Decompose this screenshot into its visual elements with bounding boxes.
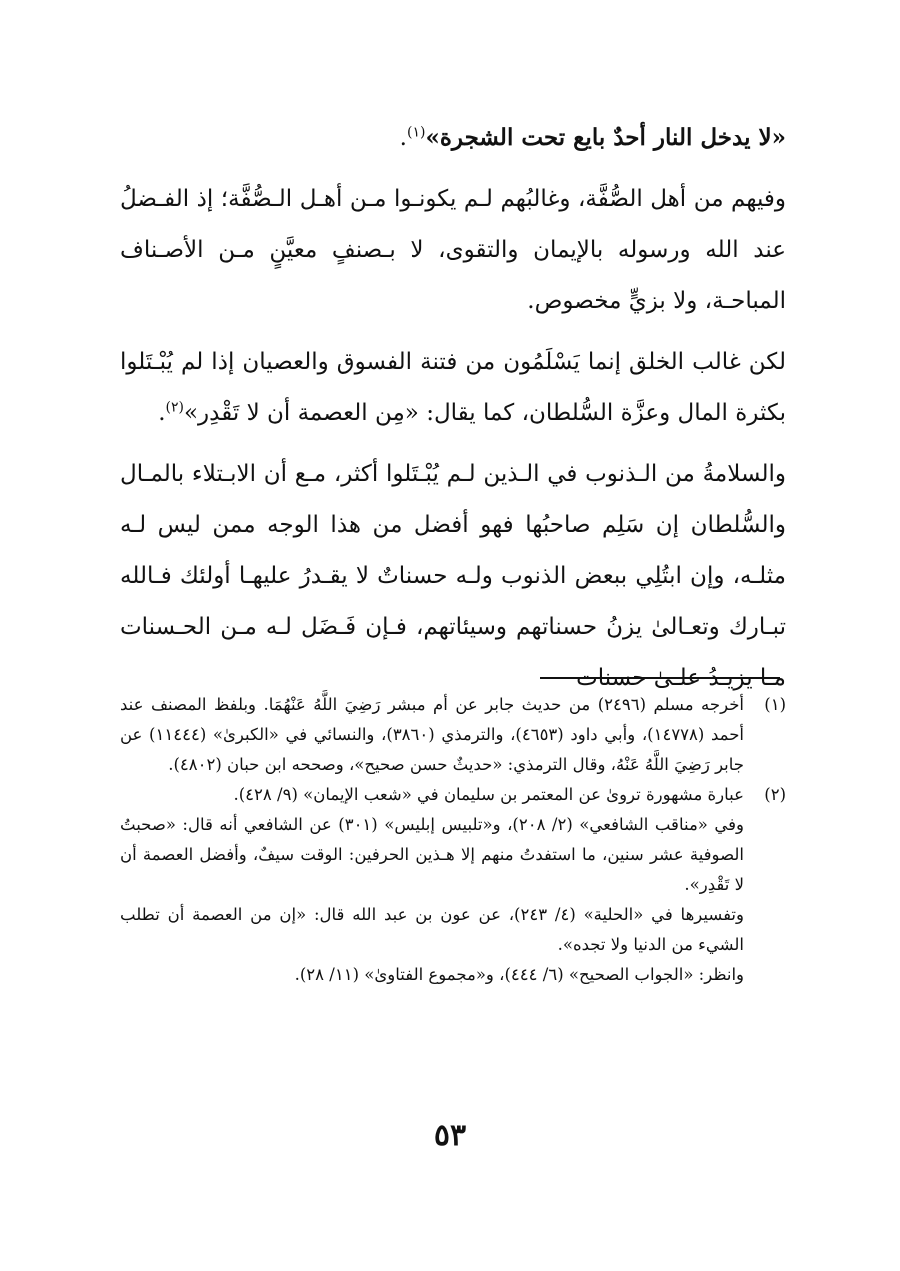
footnote-paragraph: أخرجه مسلم (٢٤٩٦) من حديث جابر عن أم مبشر رَضِيَ اللَّهُ عَنْهُمَا. وبلفظ المصنف عند أحمد (١٤٧٧٨)، وأبي داود (٤٦٥٣)، والترمذي (٣٨٦٠)، والنسائي في «الكبرىٰ» (١١٤٤٤) عن جابر رَضِيَ اللَّهُ عَنْهُ، وقال الترمذي: «حديثٌ حسن صحيح»، وصححه ابن حبان (٤٨٠٢). xyxy=(120,695,744,774)
footnote-paragraph: وتفسيرها في «الحلية» (٤/ ٢٤٣)، عن عون بن عبد الله قال: «إن من العصمة أن تطلب الشيء من الدنيا ولا تجده». xyxy=(120,905,744,954)
footnote-paragraph: وفي «مناقب الشافعي» (٢/ ٢٠٨)، و«تلبيس إبليس» (٣٠١) عن الشافعي أنه قال: «صحبتُ الصوفية عشر سنين، ما استفدتُ منهم إلا هـذين الحرفين: الوقت سيفٌ، وأفضل العصمة أن لا تَقْدِر». xyxy=(120,815,744,894)
footnote-paragraph: وانظر: «الجواب الصحيح» (٦/ ٤٤٤)، و«مجموع الفتاوىٰ» (١١/ ٢٨). xyxy=(294,965,744,984)
paragraph-salama: والسلامةُ من الـذنوب في الـذين لـم يُبْـتَلوا أكثر، مـع أن الابـتلاء بالمـال والسُّلطان إن سَلِم صاحبُها فهو أفضل من هذا الوجه ممن ليس لـه مثلـه، وإن ابتُلِي ببعض الذنوب ولـه حسناتٌ لا يقـدرُ عليهـا أولئك فـالله تبـارك وتعـالىٰ يزنُ حسناتهم وسيئاتهم، فـإن فَـضَل لـه مـن الحـسنات مـا يزيـدُ علـىٰ حسنات xyxy=(120,461,786,691)
footnote-paragraph: عبارة مشهورة تروىٰ عن المعتمر بن سليمان في «شعب الإيمان» (٩/ ٤٢٨). xyxy=(233,785,744,804)
paragraph-fitna: لكن غالب الخلق إنما يَسْلَمُون من فتنة الفسوق والعصيان إذا لم يُبْـتَلوا بكثرة المال وعزَّة السُّلطان، كما يقال: «مِن العصمة أن لا تَقْدِر»$^{(٢)}$. xyxy=(120,349,786,426)
page-number: ٥٣ xyxy=(433,1118,467,1153)
footnote-number: (٢) xyxy=(764,785,786,804)
footnote-ref-2[interactable]: (٢) xyxy=(165,399,184,416)
footnote-body xyxy=(120,780,744,990)
footnotes-section xyxy=(120,690,786,990)
paragraph-hadith-quote: «لا يدخل النار أحدٌ بايع تحت الشجرة»$^{(١)}$. xyxy=(399,124,786,151)
footnote-divider xyxy=(540,677,780,679)
footnote-2 xyxy=(120,780,786,990)
footnote-number: (١) xyxy=(764,695,786,714)
hadith-quote: «لا يدخل النار أحدٌ بايع تحت الشجرة» xyxy=(425,124,786,151)
footnote-body xyxy=(120,690,744,780)
main-text xyxy=(120,112,786,714)
paragraph-ahl-alsuffa: وفيهم من أهل الصُّفَّة، وغالبُهم لـم يكونـوا مـن أهـل الـصُّفَّة؛ إذ الفـضلُ عند الله ورسوله بالإيمان والتقوى، لا بـصنفٍ معيَّنٍ مـن الأصـناف المباحـة، ولا بزيٍّ مخصوص. xyxy=(120,186,786,314)
footnote-1 xyxy=(120,690,786,780)
footnote-ref-1[interactable]: (١) xyxy=(406,124,426,141)
